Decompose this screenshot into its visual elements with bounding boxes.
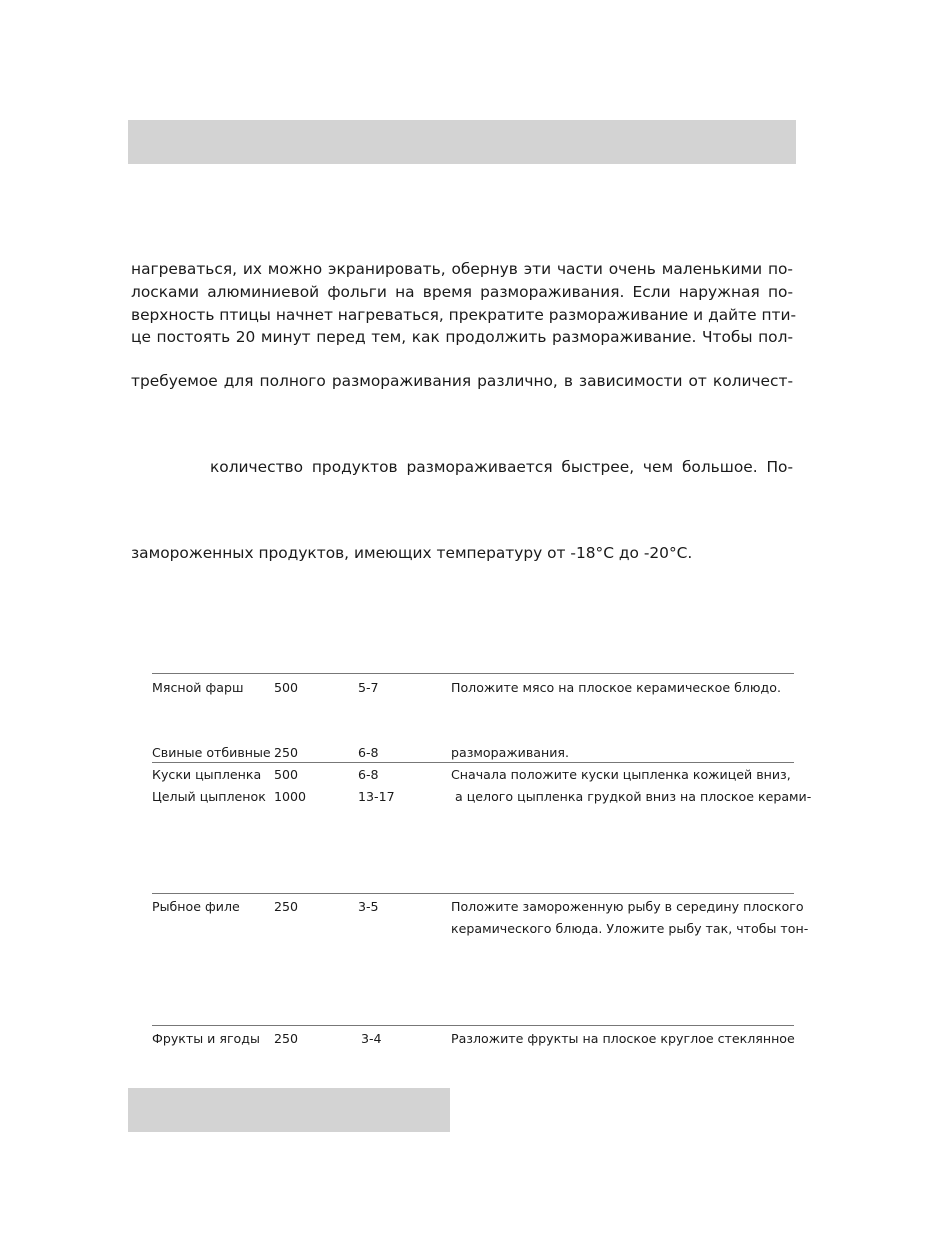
defrost-time: 3-5 xyxy=(358,899,379,914)
product-quantity: 500 xyxy=(274,680,299,695)
instruction-text: Разложите фрукты на плоское круглое стеклянное xyxy=(451,1031,795,1046)
table-rule xyxy=(152,893,794,894)
paragraph-defrost-time xyxy=(131,370,793,393)
paragraph-temperature-note xyxy=(131,542,793,565)
defrost-time: 5-7 xyxy=(358,680,379,695)
text-line: верхность птицы начнет нагреваться, прекратите размораживание и дайте пти- xyxy=(131,305,797,324)
footer-bar xyxy=(128,1088,450,1132)
text-line: замороженных продуктов, имеющих температуру от -18°С до -20°С. xyxy=(131,544,693,562)
product-name: Фрукты и ягоды xyxy=(152,1031,260,1046)
paragraph-poultry-shielding xyxy=(131,258,797,349)
instruction-text: а целого цыпленка грудкой вниз на плоское керами- xyxy=(451,789,812,804)
instruction-text: Положите замороженную рыбу в середину плоского xyxy=(451,899,804,914)
defrost-time: 6-8 xyxy=(358,767,379,782)
product-quantity: 500 xyxy=(274,767,299,782)
table-rule xyxy=(152,1025,794,1026)
text-line: требуемое для полного размораживания различно, в зависимости от количест- xyxy=(131,372,793,390)
product-quantity: 250 xyxy=(274,745,299,760)
product-quantity: 250 xyxy=(274,899,299,914)
defrost-time: 3-4 xyxy=(361,1031,382,1046)
product-name: Рыбное филе xyxy=(152,899,240,914)
header-bar xyxy=(128,120,796,164)
product-name: Мясной фарш xyxy=(152,680,244,695)
text-line: це постоять 20 минут перед тем, как продолжить размораживание. Чтобы пол- xyxy=(131,328,793,347)
paragraph-quantity-note xyxy=(210,456,793,479)
instruction-text: размораживания. xyxy=(451,745,569,760)
product-name: Куски цыпленка xyxy=(152,767,262,782)
text-line: количество продуктов размораживается быстрее, чем большое. По- xyxy=(210,458,793,476)
text-line: лосками алюминиевой фольги на время размораживания. Если наружная по- xyxy=(131,282,793,301)
product-name: Свиные отбивные xyxy=(152,745,271,760)
defrost-time: 6-8 xyxy=(358,745,379,760)
product-name: Целый цыпленок xyxy=(152,789,266,804)
product-quantity: 1000 xyxy=(274,789,307,804)
text-line: нагреваться, их можно экранировать, обернув эти части очень маленькими по- xyxy=(131,260,793,278)
product-quantity: 250 xyxy=(274,1031,299,1046)
table-rule xyxy=(152,673,794,674)
instruction-text: Положите мясо на плоское керамическое блюдо. xyxy=(451,680,781,695)
defrost-time: 13-17 xyxy=(358,789,395,804)
instruction-text: керамического блюда. Уложите рыбу так, чтобы тон- xyxy=(451,921,809,936)
instruction-text: Сначала положите куски цыпленка кожицей вниз, xyxy=(451,767,791,782)
